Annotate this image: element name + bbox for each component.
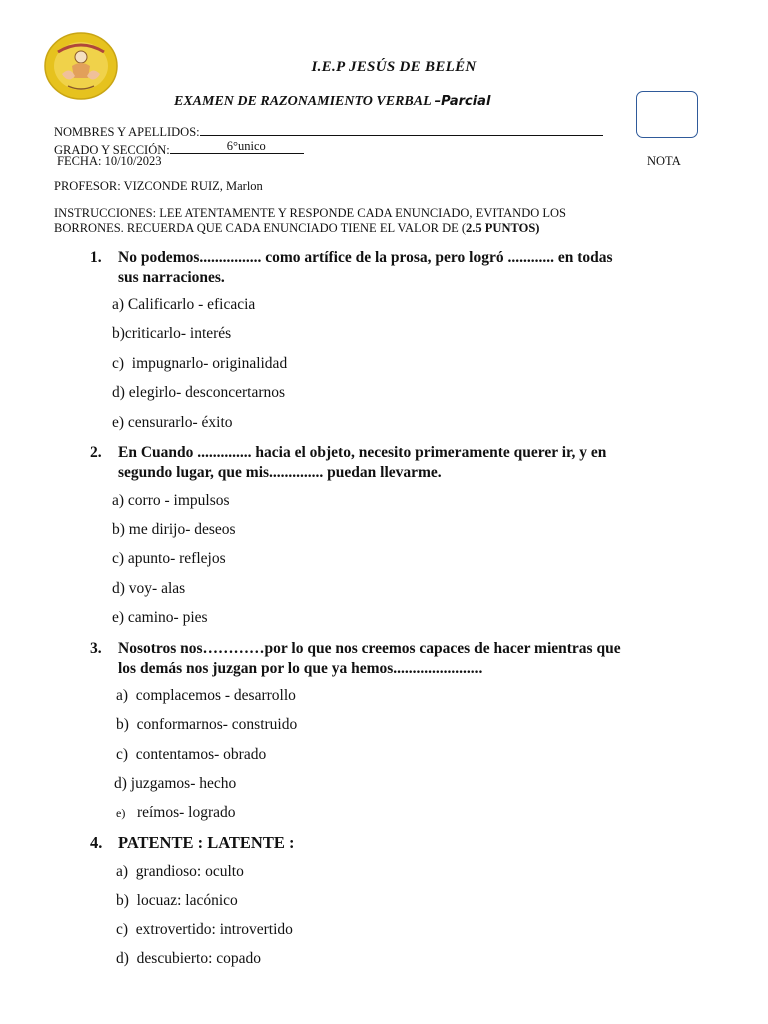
option-letter: b) [112, 521, 125, 538]
option-1e[interactable] [112, 414, 233, 432]
question-text-line-1: En Cuando .............. hacia el objeto, necesito primeramente querer ir, y en [118, 444, 607, 461]
option-letter: e) [112, 609, 125, 626]
option-letter: d) [116, 950, 129, 967]
grade-value: 6°unico [226, 139, 266, 153]
option-text: juzgamos- hecho [130, 775, 237, 792]
question-text-line-2: los demás nos juzgan por lo que ya hemos....................... [118, 660, 483, 677]
option-4d[interactable] [116, 950, 261, 968]
option-text: locuaz: lacónico [136, 892, 238, 909]
instructions-text: BORRONES. RECUERDA QUE CADA ENUNCIADO TIENE EL VALOR DE ( [54, 221, 467, 235]
option-letter: b) [112, 325, 125, 342]
option-text: criticarlo- interés [124, 325, 232, 342]
score-box[interactable] [636, 91, 698, 138]
option-text: elegirlo- desconcertarnos [128, 384, 286, 401]
option-text: reímos- logrado [136, 804, 236, 821]
instructions-points: 2.5 PUNTOS) [466, 221, 540, 235]
question-text-line-1: No podemos................ como artífice de la prosa, pero logró ............ en todas [118, 249, 613, 266]
names-row [54, 123, 603, 140]
option-1c[interactable] [112, 355, 287, 373]
teacher: PROFESOR: VIZCONDE RUIZ, Marlon [54, 179, 263, 193]
option-text: extrovertido: introvertido [135, 921, 293, 938]
instructions [54, 206, 566, 236]
exam-title [174, 94, 490, 110]
option-letter: d) [112, 580, 125, 597]
option-letter: d) [114, 775, 127, 792]
question-number: 1. [90, 249, 102, 266]
option-text: complacemos - desarrollo [135, 687, 296, 704]
question-text-line-1: PATENTE : LATENTE : [118, 833, 295, 852]
names-field[interactable] [200, 123, 603, 136]
option-letter: a) [112, 296, 125, 313]
option-letter: b) [116, 892, 129, 909]
option-text: me dirijo- deseos [128, 521, 236, 538]
option-3c[interactable] [116, 746, 266, 764]
option-4c[interactable] [116, 921, 293, 939]
option-text: Calificarlo - eficacia [127, 296, 256, 313]
option-text: impugnarlo- originalidad [131, 355, 288, 372]
option-2b[interactable] [112, 521, 236, 539]
grade-label: GRADO Y SECCIÓN: [54, 143, 170, 157]
score-label: NOTA [647, 154, 681, 168]
option-letter: b) [116, 716, 129, 733]
school-name: I.E.P JESÚS DE BELÉN [311, 59, 477, 75]
option-1b[interactable] [112, 325, 231, 343]
option-4a[interactable] [116, 863, 244, 881]
option-letter: a) [116, 863, 129, 880]
option-letter: c) [112, 355, 125, 372]
exam-title-suffix: –Parcial [434, 94, 491, 109]
option-text: corro - impulsos [127, 492, 230, 509]
option-text: camino- pies [127, 609, 208, 626]
option-1a[interactable] [112, 296, 255, 314]
exam-title-main: EXAMEN DE RAZONAMIENTO VERBAL [174, 94, 435, 109]
names-label: NOMBRES Y APELLIDOS: [54, 125, 200, 139]
question-number: 2. [90, 444, 102, 461]
option-text: apunto- reflejos [127, 550, 226, 567]
option-letter: c) [116, 746, 129, 763]
option-text: contentamos- obrado [135, 746, 267, 763]
option-3b[interactable] [116, 716, 297, 734]
option-letter: d) [112, 384, 125, 401]
option-letter: c) [112, 550, 125, 567]
option-3a[interactable] [116, 687, 296, 705]
question-number: 4. [90, 833, 103, 852]
option-2e[interactable] [112, 609, 208, 627]
option-1d[interactable] [112, 384, 285, 402]
question-text-line-2: sus narraciones. [118, 269, 225, 286]
option-3d[interactable] [114, 775, 236, 793]
option-3e[interactable] [116, 804, 236, 822]
grade-field[interactable] [170, 139, 304, 154]
question-number: 3. [90, 640, 102, 657]
option-2a[interactable] [112, 492, 230, 510]
instructions-line-1: INSTRUCCIONES: LEE ATENTAMENTE Y RESPONDE CADA ENUNCIADO, EVITANDO LOS [54, 206, 566, 220]
date: FECHA: 10/10/2023 [57, 154, 162, 168]
option-text: conformarnos- construido [136, 716, 298, 733]
question-text-line-2: segundo lugar, que mis.............. puedan llevarme. [118, 464, 442, 481]
option-2d[interactable] [112, 580, 185, 598]
option-letter: e) [116, 806, 126, 820]
option-text: descubierto: copado [136, 950, 262, 967]
option-letter: a) [112, 492, 125, 509]
option-2c[interactable] [112, 550, 226, 568]
question-4 [90, 833, 700, 853]
question-1 [90, 248, 700, 288]
instructions-line-2 [54, 221, 566, 236]
option-letter: e) [112, 414, 125, 431]
question-text-line-1: Nosotros nos…………por lo que nos creemos capaces de hacer mientras que [118, 640, 621, 657]
option-text: voy- alas [128, 580, 186, 597]
question-2 [90, 443, 700, 483]
option-text: censurarlo- éxito [127, 414, 233, 431]
question-3 [90, 639, 730, 679]
option-letter: c) [116, 921, 129, 938]
option-letter: a) [116, 687, 129, 704]
option-4b[interactable] [116, 892, 238, 910]
option-text: grandioso: oculto [135, 863, 244, 880]
